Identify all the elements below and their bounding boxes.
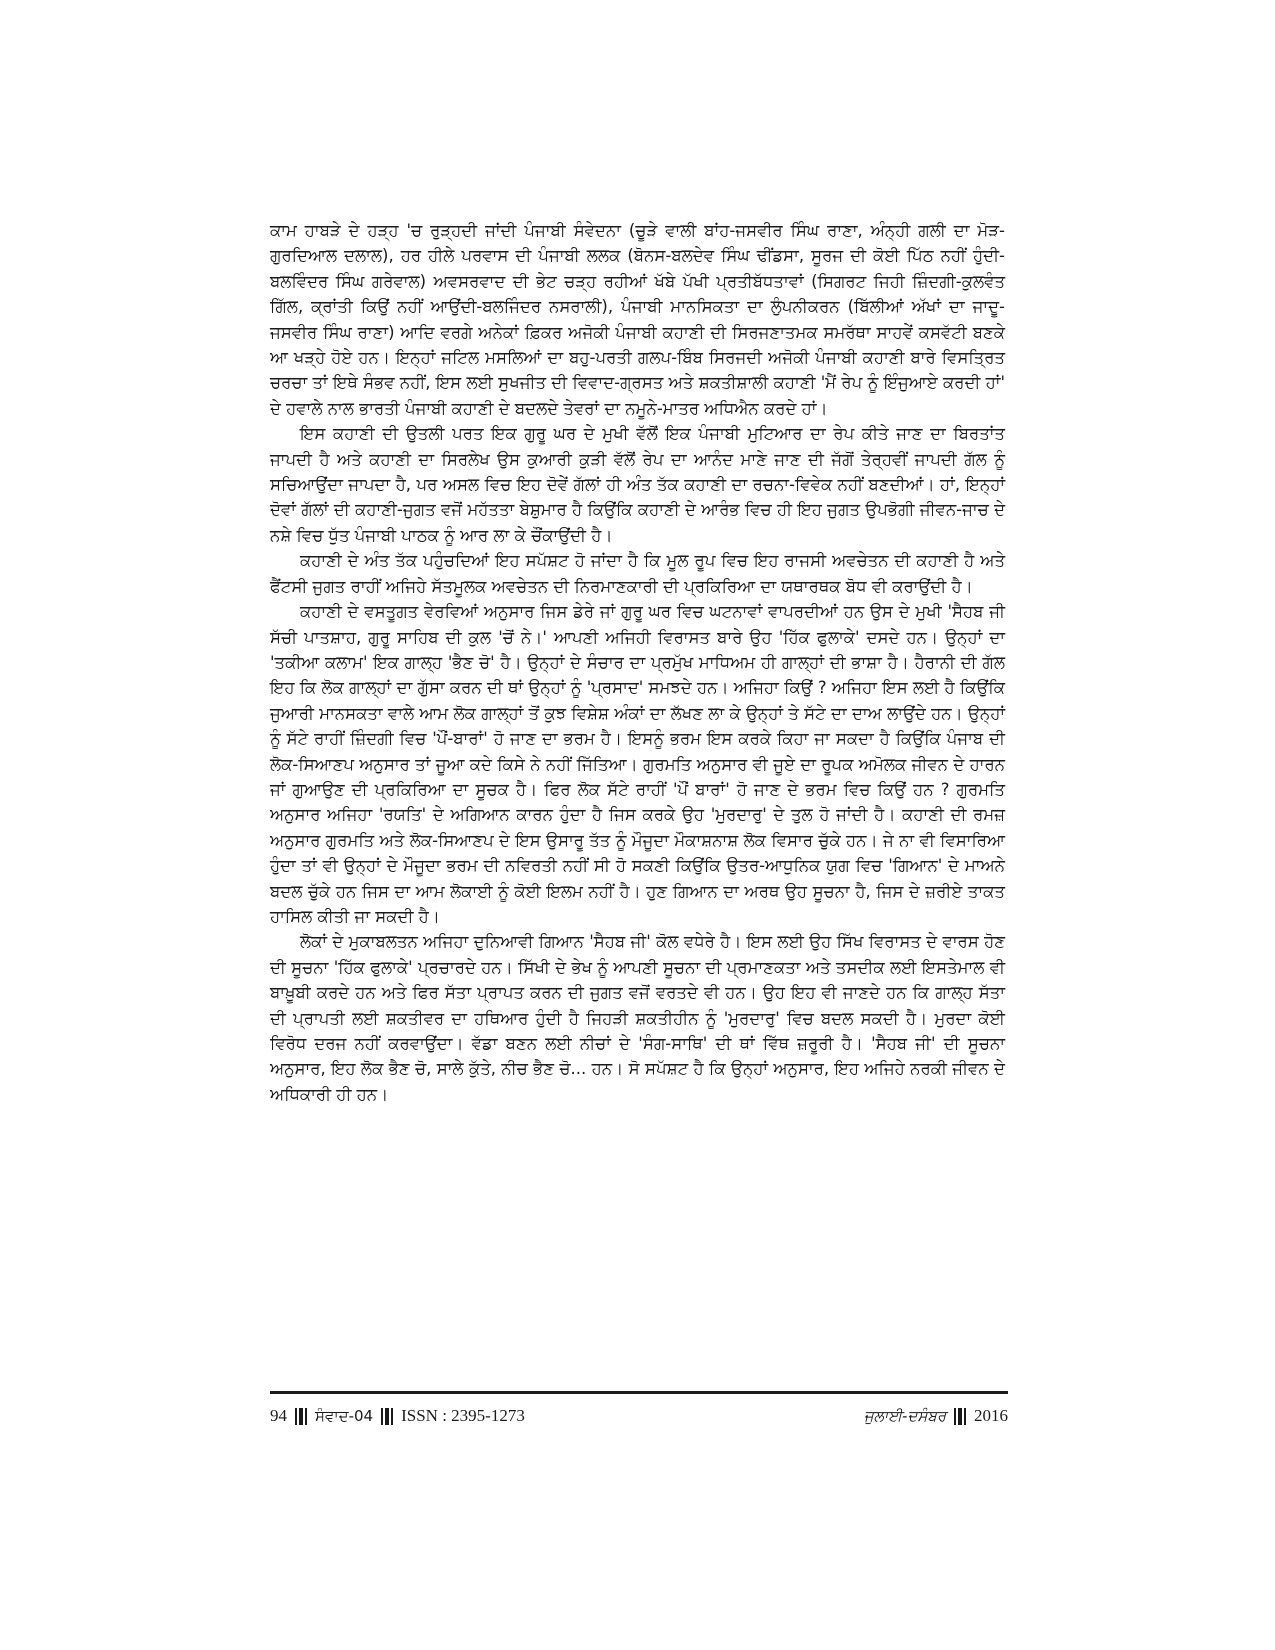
paragraph-1: ਕਾਮ ਹਾਬੜੇ ਦੇ ਹੜ੍ਹ 'ਚ ਰੁੜ੍ਹਦੀ ਜਾਂਦੀ ਪੰਜਾਬੀ ਸੰਵੇਦਨਾ (ਚੂੜੇ ਵਾਲੀ ਬਾਂਹ-ਜਸਵੀਰ ਸਿੰਘ ਰਾਣਾ, ਅੰਨ੍ਹੀ ਗਲੀ ਦਾ ਮੋੜ-ਗੁਰਦਿਆਲ ਦਲਾਲ), ਹਰ ਹੀਲੇ ਪਰਵਾਸ ਦੀ ਪੰਜਾਬੀ ਲਲਕ (ਬੋਨਸ-ਬਲਦੇਵ ਸਿੰਘ ਢੀਂਡਸਾ, ਸੂਰਜ ਦੀ ਕੋਈ ਪਿੱਠ ਨਹੀਂ ਹੁੰਦੀ-ਬਲਵਿੰਦਰ ਸਿੰਘ ਗਰੇਵਾਲ) ਅਵਸਰਵਾਦ ਦੀ ਭੇਟ ਚੜ੍ਹ ਰਹੀਆਂ ਖੱਬੇ ਪੱਖੀ ਪ੍ਰਤੀਬੱਧਤਾਵਾਂ (ਸਿਗਰਟ ਜਿਹੀ ਜ਼ਿੰਦਗੀ-ਕੁਲਵੰਤ ਗਿੱਲ, ਕ੍ਰਾਂਤੀ ਕਿਉਂ ਨਹੀਂ ਆਉਂਦੀ-ਬਲਜਿੰਦਰ ਨਸਰਾਲੀ), ਪੰਜਾਬੀ ਮਾਨਸਿਕਤਾ ਦਾ ਲੁੰਪਨੀਕਰਨ (ਬਿੱਲੀਆਂ ਅੱਖਾਂ ਦਾ ਜਾਦੂ-ਜਸਵੀਰ ਸਿੰਘ ਰਾਣਾ) ਆਦਿ ਵਰਗੇ ਅਨੇਕਾਂ ਫ਼ਿਕਰ ਅਜੋਕੀ ਪੰਜਾਬੀ ਕਹਾਣੀ ਦੀ ਸਿਰਜਣਾਤਮਕ ਸਮਰੱਥਾ ਸਾਹਵੇਂ ਕਸਵੱਟੀ ਬਣਕੇ ਆ ਖੜ੍ਹੇ ਹੋਏ ਹਨ। ਇਨ੍ਹਾਂ ਜਟਿਲ ਮਸਲਿਆਂ ਦਾ ਬਹੁ-ਪਰਤੀ ਗਲਪ-ਬਿੰਬ ਸਿਰਜਦੀ ਅਜੋਕੀ ਪੰਜਾਬੀ ਕਹਾਣੀ ਬਾਰੇ ਵਿਸਤ੍ਰਿਤ ਚਰਚਾ ਤਾਂ ਇਥੇ ਸੰਭਵ ਨਹੀਂ, ਇਸ ਲਈ ਸੁਖਜੀਤ ਦੀ ਵਿਵਾਦ-ਗ੍ਰਸਤ ਅਤੇ ਸ਼ਕਤੀਸ਼ਾਲੀ ਕਹਾਣੀ 'ਮੈਂ ਰੇਪ ਨੂੰ ਇੰਜੁਆਏ ਕਰਦੀ ਹਾਂ' ਦੇ ਹਵਾਲੇ ਨਾਲ ਭਾਰਤੀ ਪੰਜਾਬੀ ਕਹਾਣੀ ਦੇ ਬਦਲਦੇ ਤੇਵਰਾਂ ਦਾ ਨਮੂਨੇ-ਮਾਤਰ ਅਧਿਐਨ ਕਰਦੇ ਹਾਂ। xyxy=(270,221,1005,418)
paragraph-3: ਕਹਾਣੀ ਦੇ ਅੰਤ ਤੱਕ ਪਹੁੰਚਦਿਆਂ ਇਹ ਸਪੱਸ਼ਟ ਹੋ ਜਾਂਦਾ ਹੈ ਕਿ ਮੂਲ ਰੂਪ ਵਿਚ ਇਹ ਰਾਜਸੀ ਅਵਚੇਤਨ ਦੀ ਕਹਾਣੀ ਹੈ ਅਤੇ ਫੈਂਟਸੀ ਜੁਗਤ ਰਾਹੀਂ ਅਜਿਹੇ ਸੱਤਮੂਲਕ ਅਵਚੇਤਨ ਦੀ ਨਿਰਮਾਣਕਾਰੀ ਦੀ ਪ੍ਰਕਿਰਿਆ ਦਾ ਯਥਾਰਥਕ ਬੋਧ ਵੀ ਕਰਾਉਂਦੀ ਹੈ। xyxy=(270,551,1005,596)
journal-name: ਸੰਵਾਦ-04 xyxy=(315,1407,374,1425)
footer-divider xyxy=(270,1391,1008,1394)
issn-number: ISSN : 2395-1273 xyxy=(401,1406,525,1425)
separator-icon xyxy=(954,1408,966,1425)
issue-period: ਜੁਲਾਈ-ਦਸੰਬਰ xyxy=(863,1407,946,1425)
paragraph-5: ਲੋਕਾਂ ਦੇ ਮੁਕਾਬਲਤਨ ਅਜਿਹਾ ਦੁਨਿਆਵੀ ਗਿਆਨ 'ਸੈਹਬ ਜੀ' ਕੋਲ ਵਧੇਰੇ ਹੈ। ਇਸ ਲਈ ਉਹ ਸਿੱਖ ਵਿਰਾਸਤ ਦੇ ਵਾਰਸ ਹੋਣ ਦੀ ਸੂਚਨਾ 'ਹਿੱਕ ਫੁਲਾਕੇ' ਪ੍ਰਚਾਰਦੇ ਹਨ। ਸਿੱਖੀ ਦੇ ਭੇਖ ਨੂੰ ਆਪਣੀ ਸੂਚਨਾ ਦੀ ਪ੍ਰਮਾਣਕਤਾ ਅਤੇ ਤਸਦੀਕ ਲਈ ਇਸਤੇਮਾਲ ਵੀ ਬਾਖ਼ੂਬੀ ਕਰਦੇ ਹਨ ਅਤੇ ਫਿਰ ਸੱਤਾ ਪ੍ਰਾਪਤ ਕਰਨ ਦੀ ਜੁਗਤ ਵਜੋਂ ਵਰਤਦੇ ਵੀ ਹਨ। ਉਹ ਇਹ ਵੀ ਜਾਣਦੇ ਹਨ ਕਿ ਗਾਲ੍ਹ ਸੱਤਾ ਦੀ ਪ੍ਰਾਪਤੀ ਲਈ ਸ਼ਕਤੀਵਰ ਦਾ ਹਥਿਆਰ ਹੁੰਦੀ ਹੈ ਜਿਹੜੀ ਸ਼ਕਤੀਹੀਨ ਨੂੰ 'ਮੁਰਦਾਰੁ' ਵਿਚ ਬਦਲ ਸਕਦੀ ਹੈ। ਮੁਰਦਾ ਕੋਈ ਵਿਰੋਧ ਦਰਜ ਨਹੀਂ ਕਰਵਾਉਂਦਾ। ਵੱਡਾ ਬਣਨ ਲਈ ਨੀਚਾਂ ਦੇ 'ਸੰਗ-ਸਾਥਿ' ਦੀ ਥਾਂ ਵਿੱਥ ਜ਼ਰੂਰੀ ਹੈ। 'ਸੈਹਬ ਜੀ' ਦੀ ਸੂਚਨਾ ਅਨੁਸਾਰ, ਇਹ ਲੋਕ ਭੈਣ ਚੋ, ਸਾਲੇ ਕੁੱਤੇ, ਨੀਚ ਭੈਣ ਚੋ... ਹਨ। ਸੋ ਸਪੱਸ਼ਟ ਹੈ ਕਿ ਉਨ੍ਹਾਂ ਅਨੁਸਾਰ, ਇਹ ਅਜਿਹੇ ਨਰਕੀ ਜੀਵਨ ਦੇ ਅਧਿਕਾਰੀ ਹੀ ਹਨ। xyxy=(270,932,1005,1104)
page-number: 94 xyxy=(270,1406,287,1425)
page-footer xyxy=(270,1402,1008,1430)
paragraph-4: ਕਹਾਣੀ ਦੇ ਵਸਤੂਗਤ ਵੇਰਵਿਆਂ ਅਨੁਸਾਰ ਜਿਸ ਡੇਰੇ ਜਾਂ ਗੁਰੂ ਘਰ ਵਿਚ ਘਟਨਾਵਾਂ ਵਾਪਰਦੀਆਂ ਹਨ ਉਸ ਦੇ ਮੁਖੀ 'ਸੈਹਬ ਜੀ ਸੱਚੀ ਪਾਤਸ਼ਾਹ, ਗੁਰੂ ਸਾਹਿਬ ਦੀ ਕੁਲ 'ਚੋਂ ਨੇ।' ਆਪਣੀ ਅਜਿਹੀ ਵਿਰਾਸਤ ਬਾਰੇ ਉਹ 'ਹਿੱਕ ਫੁਲਾਕੇ' ਦਸਦੇ ਹਨ। ਉਨ੍ਹਾਂ ਦਾ 'ਤਕੀਆ ਕਲਾਮ' ਇਕ ਗਾਲ੍ਹ 'ਭੈਣ ਚੋ' ਹੈ। ਉਨ੍ਹਾਂ ਦੇ ਸੰਚਾਰ ਦਾ ਪ੍ਰਮੁੱਖ ਮਾਧਿਅਮ ਹੀ ਗਾਲ੍ਹਾਂ ਦੀ ਭਾਸ਼ਾ ਹੈ। ਹੈਰਾਨੀ ਦੀ ਗੱਲ ਇਹ ਕਿ ਲੋਕ ਗਾਲ੍ਹਾਂ ਦਾ ਗੁੱਸਾ ਕਰਨ ਦੀ ਥਾਂ ਉਨ੍ਹਾਂ ਨੂੰ 'ਪ੍ਰਸਾਦ' ਸਮਝਦੇ ਹਨ। ਅਜਿਹਾ ਕਿਉਂ ? ਅਜਿਹਾ ਇਸ ਲਈ ਹੈ ਕਿਉਂਕਿ ਜੁਆਰੀ ਮਾਨਸਕਤਾ ਵਾਲੇ ਆਮ ਲੋਕ ਗਾਲ੍ਹਾਂ ਤੋਂ ਕੁਝ ਵਿਸ਼ੇਸ਼ ਅੰਕਾਂ ਦਾ ਲੱਖਣ ਲਾ ਕੇ ਉਨ੍ਹਾਂ ਤੇ ਸੱਟੇ ਦਾ ਦਾਅ ਲਾਉਂਦੇ ਹਨ। ਉਨ੍ਹਾਂ ਨੂੰ ਸੱਟੇ ਰਾਹੀਂ ਜ਼ਿੰਦਗੀ ਵਿਚ 'ਪੌਂ-ਬਾਰਾਂ' ਹੋ ਜਾਣ ਦਾ ਭਰਮ ਹੈ। ਇਸਨੂੰ ਭਰਮ ਇਸ ਕਰਕੇ ਕਿਹਾ ਜਾ ਸਕਦਾ ਹੈ ਕਿਉਂਕਿ ਪੰਜਾਬ ਦੀ ਲੋਕ-ਸਿਆਣਪ ਅਨੁਸਾਰ ਤਾਂ ਜੂਆ ਕਦੇ ਕਿਸੇ ਨੇ ਨਹੀਂ ਜਿੱਤਿਆ। ਗੁਰਮਤਿ ਅਨੁਸਾਰ ਵੀ ਜੂਏ ਦਾ ਰੂਪਕ ਅਮੋਲਕ ਜੀਵਨ ਦੇ ਹਾਰਨ ਜਾਂ ਗੁਆਉਣ ਦੀ ਪ੍ਰਕਿਰਿਆ ਦਾ ਸੂਚਕ ਹੈ। ਫਿਰ ਲੋਕ ਸੱਟੇ ਰਾਹੀਂ 'ਪੌਂ ਬਾਰਾਂ' ਹੋ ਜਾਣ ਦੇ ਭਰਮ ਵਿਚ ਕਿਉਂ ਹਨ ? ਗੁਰਮਤਿ ਅਨੁਸਾਰ ਅਜਿਹਾ 'ਰਯਤਿ' ਦੇ ਅਗਿਆਨ ਕਾਰਨ ਹੁੰਦਾ ਹੈ ਜਿਸ ਕਰਕੇ ਉਹ 'ਮੁਰਦਾਰੁ' ਦੇ ਤੁਲ ਹੋ ਜਾਂਦੀ ਹੈ। ਕਹਾਣੀ ਦੀ ਰਮਜ਼ ਅਨੁਸਾਰ ਗੁਰਮਤਿ ਅਤੇ ਲੋਕ-ਸਿਆਣਪ ਦੇ ਇਸ ਉਸਾਰੂ ਤੱਤ ਨੂੰ ਮੌਜੂਦਾ ਮੌਕਾਸ਼ਨਾਸ਼ ਲੋਕ ਵਿਸਾਰ ਚੁੱਕੇ ਹਨ। ਜੇ ਨਾ ਵੀ ਵਿਸਾਰਿਆ ਹੁੰਦਾ ਤਾਂ ਵੀ ਉਨ੍ਹਾਂ ਦੇ ਮੌਜੂਦਾ ਭਰਮ ਦੀ ਨਵਿਰਤੀ ਨਹੀਂ ਸੀ ਹੋ ਸਕਣੀ ਕਿਉਂਕਿ ਉਤਰ-ਆਧੁਨਿਕ ਯੁਗ ਵਿਚ 'ਗਿਆਨ' ਦੇ ਮਾਅਨੇ ਬਦਲ ਚੁੱਕੇ ਹਨ ਜਿਸ ਦਾ ਆਮ ਲੋਕਾਈ ਨੂੰ ਕੋਈ ਇਲਮ ਨਹੀਂ ਹੈ। ਹੁਣ ਗਿਆਨ ਦਾ ਅਰਥ ਉਹ ਸੂਚਨਾ ਹੈ, ਜਿਸ ਦੇ ਜ਼ਰੀਏ ਤਾਕਤ ਹਾਸਿਲ ਕੀਤੀ ਜਾ ਸਕਦੀ ਹੈ। xyxy=(270,602,1005,926)
issue-year: 2016 xyxy=(974,1406,1008,1425)
paragraph-2: ਇਸ ਕਹਾਣੀ ਦੀ ਉਤਲੀ ਪਰਤ ਇਕ ਗੁਰੂ ਘਰ ਦੇ ਮੁਖੀ ਵੱਲੋਂ ਇਕ ਪੰਜਾਬੀ ਮੁਟਿਆਰ ਦਾ ਰੇਪ ਕੀਤੇ ਜਾਣ ਦਾ ਬਿਰਤਾਂਤ ਜਾਪਦੀ ਹੈ ਅਤੇ ਕਹਾਣੀ ਦਾ ਸਿਰਲੇਖ ਉਸ ਕੁਆਰੀ ਕੁੜੀ ਵੱਲੋਂ ਰੇਪ ਦਾ ਆਨੰਦ ਮਾਣੇ ਜਾਣ ਦੀ ਜੱਗੋਂ ਤੇਰ੍ਹਵੀਂ ਜਾਪਦੀ ਗੱਲ ਨੂੰ ਸਚਿਆਉਂਦਾ ਜਾਪਦਾ ਹੈ, ਪਰ ਅਸਲ ਵਿਚ ਇਹ ਦੋਵੇਂ ਗੱਲਾਂ ਹੀ ਅੰਤ ਤੱਕ ਕਹਾਣੀ ਦਾ ਰਚਨਾ-ਵਿਵੇਕ ਨਹੀਂ ਬਣਦੀਆਂ। ਹਾਂ, ਇਨ੍ਹਾਂ ਦੋਵਾਂ ਗੱਲਾਂ ਦੀ ਕਹਾਣੀ-ਜੁਗਤ ਵਜੋਂ ਮਹੱਤਤਾ ਬੇਸ਼ੁਮਾਰ ਹੈ ਕਿਉਂਕਿ ਕਹਾਣੀ ਦੇ ਆਰੰਭ ਵਿਚ ਹੀ ਇਹ ਜੁਗਤ ਉਪਭੋਗੀ ਜੀਵਨ-ਜਾਚ ਦੇ ਨਸ਼ੇ ਵਿਚ ਧੁੱਤ ਪੰਜਾਬੀ ਪਾਠਕ ਨੂੰ ਆਰ ਲਾ ਕੇ ਚੌਂਕਾਉਂਦੀ ਹੈ। xyxy=(270,424,1005,545)
separator-icon xyxy=(381,1408,393,1425)
footer-right xyxy=(864,1406,1008,1426)
footer-left xyxy=(270,1406,525,1426)
article-body xyxy=(270,218,1005,1107)
separator-icon xyxy=(295,1408,307,1425)
